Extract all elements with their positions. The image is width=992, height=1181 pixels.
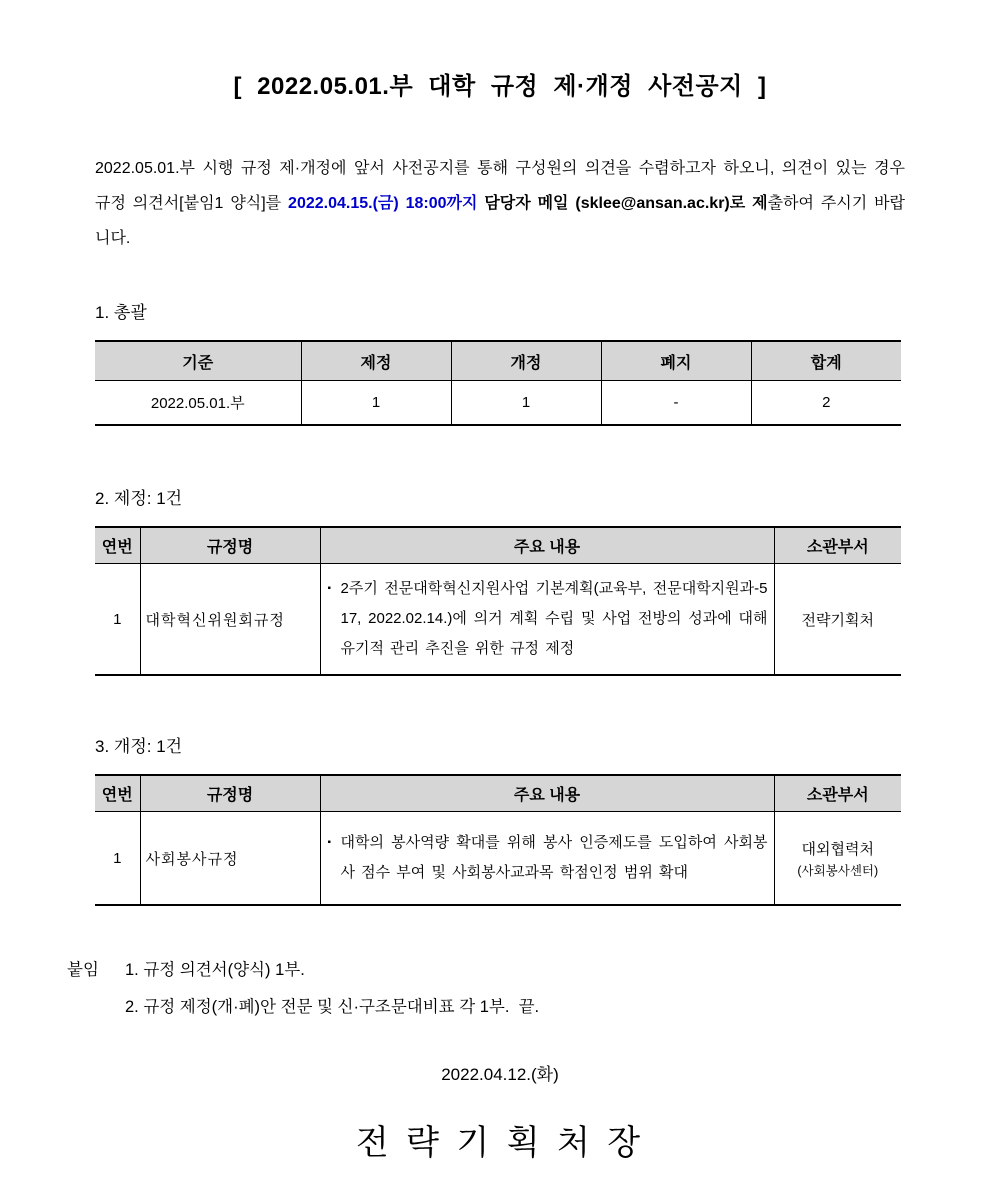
section-heading-summary: 1. 총괄 bbox=[95, 303, 147, 322]
department-name: 전략기획처 bbox=[801, 611, 874, 629]
table-header-total: 합계 bbox=[751, 341, 901, 381]
total-count-cell: 2 bbox=[751, 381, 901, 426]
table-header-department: 소관부서 bbox=[774, 775, 901, 812]
department-cell bbox=[774, 812, 901, 906]
table-header-main-content: 주요 내용 bbox=[320, 775, 774, 812]
department-cell bbox=[774, 564, 901, 676]
attachment-item: 2. 규정 제정(개·폐)안 전문 및 신·구조문대비표 각 1부. 끝. bbox=[125, 998, 540, 1016]
intro-paragraph bbox=[95, 151, 912, 256]
main-content-text: 대학의 봉사역량 확대를 위해 봉사 인증제도를 도입하여 사회봉사 점수 부여 및 사회봉사교과목 학점인정 범위 확대 bbox=[340, 834, 768, 881]
regulation-name-cell: 대학혁신위원회규정 bbox=[140, 564, 320, 676]
table-header-no: 연번 bbox=[95, 527, 140, 564]
page-title: [ 2022.05.01.부 대학 규정 제·개정 사전공지 ] bbox=[233, 73, 767, 100]
section-heading-enactment: 2. 제정: 1건 bbox=[95, 489, 183, 508]
main-content-text: 2주기 전문대학혁신지원사업 기본계획(교육부, 전문대학지원과-517, 2022.02.14.)에 의거 계획 수립 및 사업 전방의 성과에 대해 유기적 관리 추진을 위한 규정 제정 bbox=[340, 580, 768, 657]
deadline-text: 2022.04.15.(금) 18:00까지 bbox=[288, 195, 478, 212]
table-header-regulation-name: 규정명 bbox=[140, 527, 320, 564]
table-header-abolished: 폐지 bbox=[601, 341, 751, 381]
document-date: 2022.04.12.(화) bbox=[441, 1065, 559, 1084]
table-header-department: 소관부서 bbox=[774, 527, 901, 564]
attachments-block bbox=[67, 952, 905, 1026]
main-content-cell bbox=[320, 812, 774, 906]
header-row bbox=[95, 527, 901, 564]
table-row bbox=[95, 381, 901, 426]
table-header-main-content: 주요 내용 bbox=[320, 527, 774, 564]
intro-text-start: 2022.05.01.부 시행 규정 제·개정에 앞서 사전공지를 통해 구성원의 의견을 수렴하고자 하오니, 의견이 있는 경우 규정 의견서[붙임1 양식]를 bbox=[95, 160, 912, 212]
contact-email-text: 담당자 메일 (sklee@ansan.ac.kr)로 제 bbox=[477, 195, 768, 212]
row-number-cell: 1 bbox=[95, 564, 140, 676]
main-content-cell bbox=[320, 564, 774, 676]
table-header-basis: 기준 bbox=[95, 341, 301, 381]
table-header-amended: 개정 bbox=[451, 341, 601, 381]
enactment-table bbox=[95, 526, 901, 676]
table-header-enacted: 제정 bbox=[301, 341, 451, 381]
amendment-table bbox=[95, 774, 901, 906]
table-header-no: 연번 bbox=[95, 775, 140, 812]
row-number-cell: 1 bbox=[95, 812, 140, 906]
abolished-count-cell: - bbox=[601, 381, 751, 426]
header-row bbox=[95, 775, 901, 812]
department-name: 대외협력처 bbox=[801, 840, 874, 858]
attachment-item: 1. 규정 의견서(양식) 1부. bbox=[125, 961, 305, 979]
header-row bbox=[95, 341, 901, 381]
department-sub-name: (사회봉사센터) bbox=[797, 863, 879, 878]
signature-title: 전 략 기 획 처 장 bbox=[355, 1124, 645, 1162]
square-bullet-icon: ▪ bbox=[327, 583, 332, 594]
basis-cell: 2022.05.01.부 bbox=[95, 381, 301, 426]
amended-count-cell: 1 bbox=[451, 381, 601, 426]
enacted-count-cell: 1 bbox=[301, 381, 451, 426]
table-row bbox=[95, 812, 901, 906]
section-heading-amendment: 3. 개정: 1건 bbox=[95, 737, 183, 756]
square-bullet-icon: ▪ bbox=[327, 837, 332, 848]
table-row bbox=[95, 564, 901, 676]
intro-text-end: 출하여 주시기 바랍니다. bbox=[95, 195, 906, 247]
summary-table bbox=[95, 340, 901, 426]
regulation-name-cell: 사회봉사규정 bbox=[140, 812, 320, 906]
attachments-label: 붙임 bbox=[67, 961, 99, 979]
document-page bbox=[67, 0, 912, 1164]
table-header-regulation-name: 규정명 bbox=[140, 775, 320, 812]
